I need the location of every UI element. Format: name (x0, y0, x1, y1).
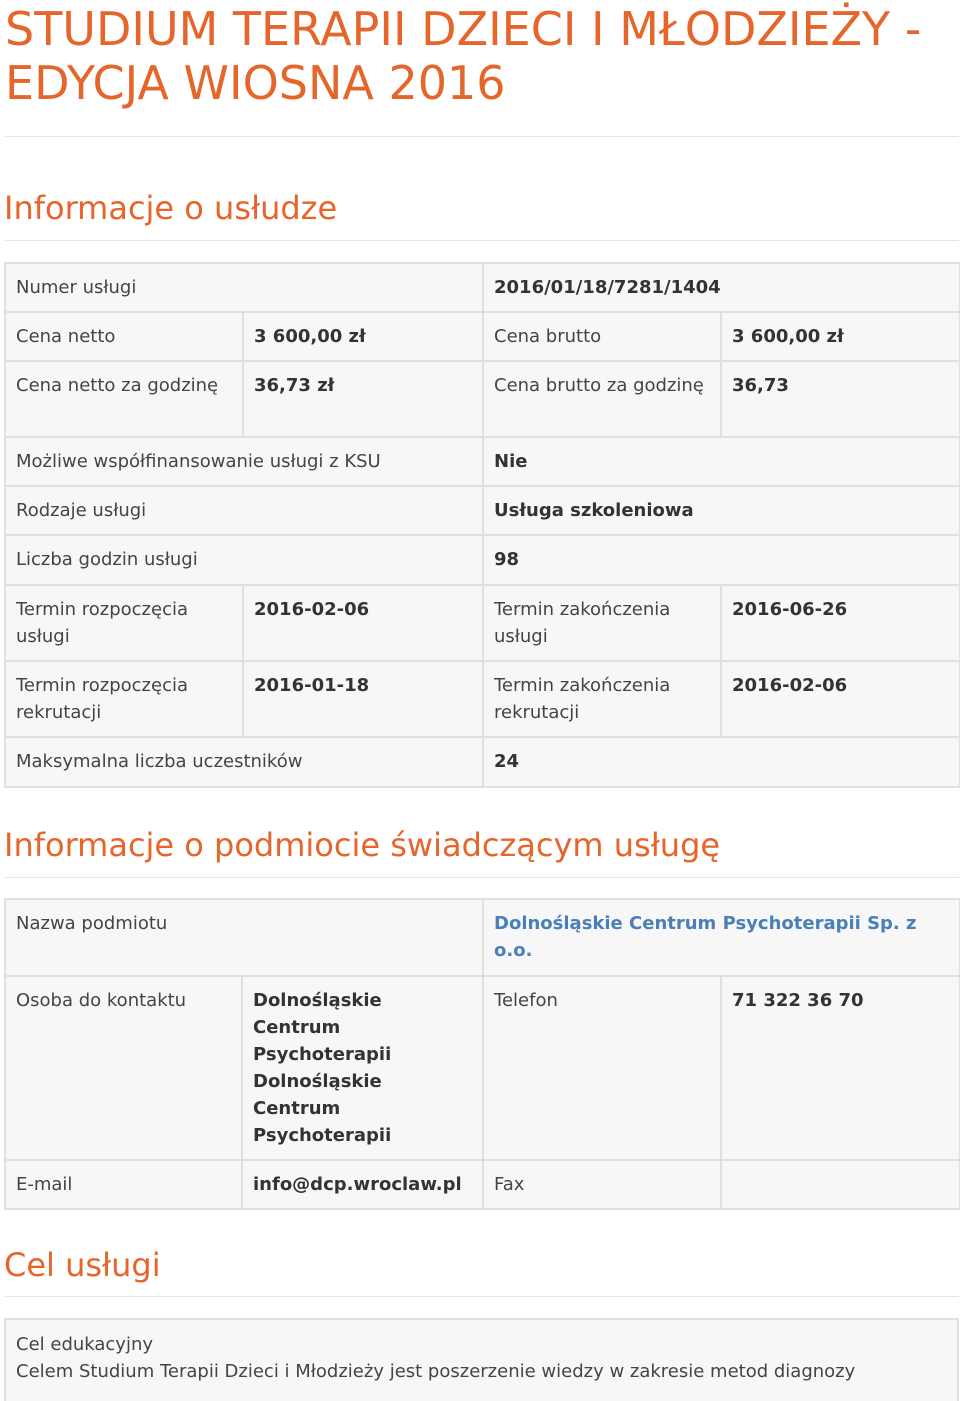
fax-value (721, 1160, 960, 1209)
provider-name-link[interactable]: Dolnośląskie Centrum Psychoterapii Sp. z o.o. (483, 899, 960, 976)
table-row (5, 486, 960, 535)
provider-info-table (4, 898, 960, 1210)
section-title-service-info: Informacje o usłudze (4, 189, 338, 227)
recruitment-start-value: 2016-01-18 (243, 661, 483, 737)
service-types-label: Rodzaje usługi (5, 486, 483, 535)
section-title-provider-info: Informacje o podmiocie świadczącym usługę (4, 826, 721, 864)
fax-label: Fax (483, 1160, 721, 1209)
recruitment-start-label: Termin rozpoczęcia rekrutacji (5, 661, 243, 737)
table-row (5, 1319, 958, 1401)
gross-hour-price-value: 36,73 (721, 361, 960, 437)
goal-label: Cel edukacyjny (16, 1334, 154, 1355)
contact-person-value: Dolnośląskie Centrum Psychoterapii Dolnośląskie Centrum Psychoterapii (242, 976, 483, 1160)
page-title: STUDIUM TERAPII DZIECI I MŁODZIEŻY - EDYCJA WIOSNA 2016 (5, 2, 922, 110)
phone-label: Telefon (483, 976, 721, 1160)
start-date-value: 2016-02-06 (243, 585, 483, 661)
divider (4, 136, 959, 137)
email-value: info@dcp.wroclaw.pl (242, 1160, 483, 1209)
net-hour-price-value: 36,73 zł (243, 361, 483, 437)
net-price-value: 3 600,00 zł (243, 312, 483, 361)
divider (4, 240, 959, 241)
cofinancing-label: Możliwe współfinansowanie usługi z KSU (5, 437, 483, 486)
table-row (5, 263, 960, 312)
table-row (5, 899, 960, 976)
cofinancing-value: Nie (483, 437, 960, 486)
table-row (5, 661, 960, 737)
service-info-table (4, 262, 960, 788)
table-row (5, 361, 960, 437)
phone-value: 71 322 36 70 (721, 976, 960, 1160)
goal-cell (5, 1319, 958, 1401)
net-price-label: Cena netto (5, 312, 243, 361)
section-title-goal: Cel usługi (4, 1246, 161, 1284)
recruitment-end-value: 2016-02-06 (721, 661, 960, 737)
email-label: E-mail (5, 1160, 242, 1209)
divider (4, 877, 959, 878)
net-hour-price-label: Cena netto za godzinę (5, 361, 243, 437)
max-participants-label: Maksymalna liczba uczestników (5, 737, 483, 787)
table-row (5, 976, 960, 1160)
goal-table (4, 1318, 959, 1401)
gross-price-label: Cena brutto (483, 312, 721, 361)
service-number-value: 2016/01/18/7281/1404 (483, 263, 960, 312)
contact-person-label: Osoba do kontaktu (5, 976, 242, 1160)
recruitment-end-label: Termin zakończenia rekrutacji (483, 661, 721, 737)
table-row (5, 437, 960, 486)
hours-value: 98 (483, 535, 960, 585)
provider-name-label: Nazwa podmiotu (5, 899, 483, 976)
table-row (5, 312, 960, 361)
service-types-value: Usługa szkoleniowa (483, 486, 960, 535)
start-date-label: Termin rozpoczęcia usługi (5, 585, 243, 661)
table-row (5, 1160, 960, 1209)
table-row (5, 737, 960, 787)
end-date-value: 2016-06-26 (721, 585, 960, 661)
end-date-label: Termin zakończenia usługi (483, 585, 721, 661)
hours-label: Liczba godzin usługi (5, 535, 483, 585)
gross-price-value: 3 600,00 zł (721, 312, 960, 361)
table-row (5, 585, 960, 661)
divider (4, 1296, 959, 1297)
service-number-label: Numer usługi (5, 263, 483, 312)
gross-hour-price-label: Cena brutto za godzinę (483, 361, 721, 437)
max-participants-value: 24 (483, 737, 960, 787)
table-row (5, 535, 960, 585)
goal-text: Celem Studium Terapii Dzieci i Młodzieży jest poszerzenie wiedzy w zakresie metod diagnozy (16, 1361, 856, 1382)
